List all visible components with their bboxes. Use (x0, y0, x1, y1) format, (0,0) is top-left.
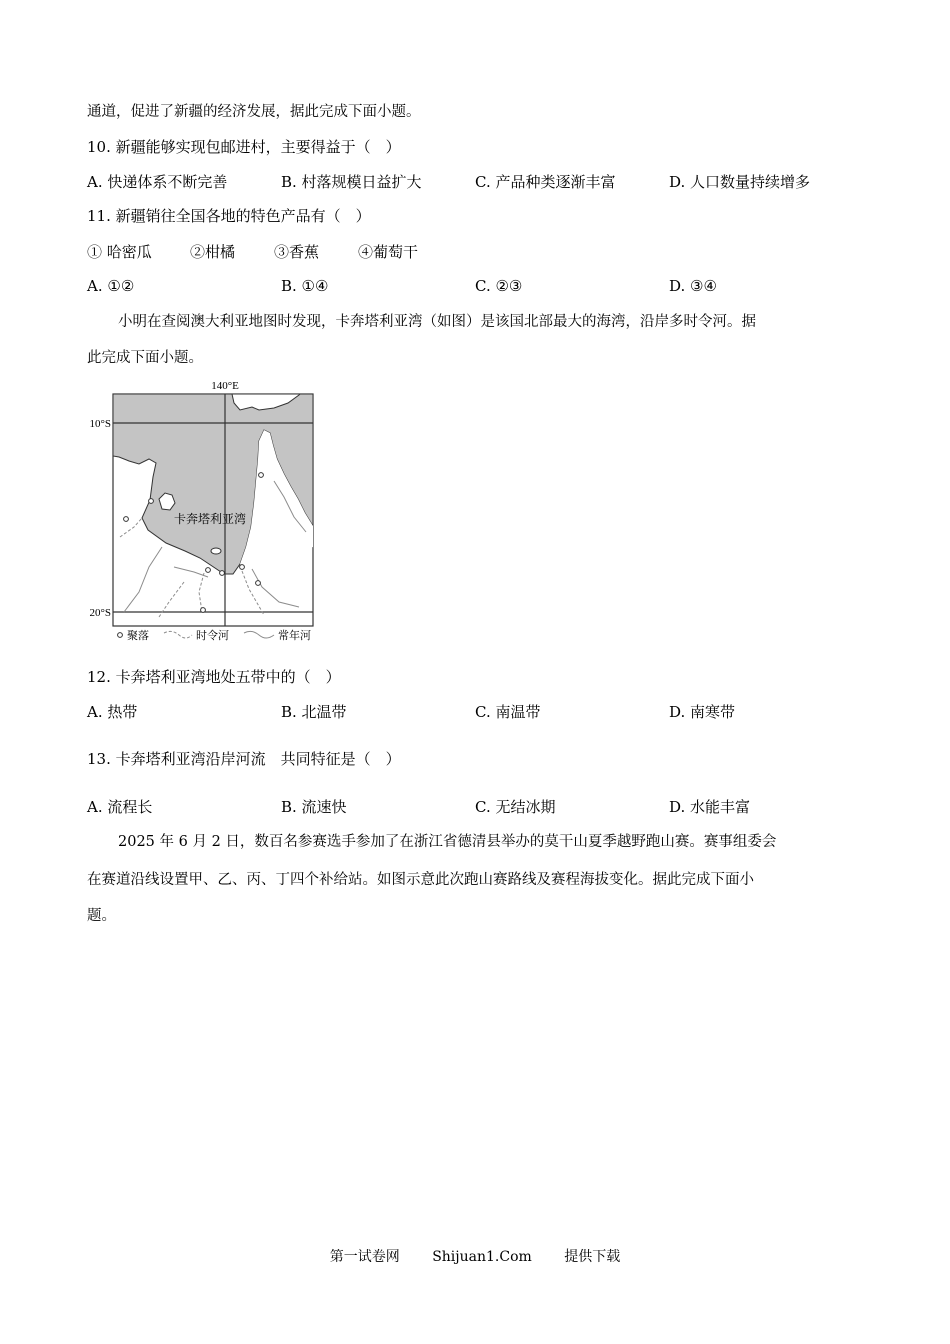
q13-option-b: B. 流速快 (281, 798, 347, 816)
settlement-marker (124, 517, 129, 522)
q12-option-b: B. 北温带 (281, 703, 347, 721)
q11-item-3: ③香蕉 (274, 243, 320, 261)
settlement-marker (259, 473, 264, 478)
passage3-line2: 在赛道沿线设置甲、乙、丙、丁四个补给站。如图示意此次跑山赛路线及赛程海拔变化。据此完成下面小 (87, 872, 754, 888)
settlement-marker (206, 568, 211, 573)
q11-option-b: B. ①④ (281, 277, 329, 295)
q11-item-1: ① 哈密瓜 (87, 243, 152, 261)
intro-tail-text: 通道，促进了新疆的经济发展，据此完成下面小题。 (87, 104, 421, 120)
settlement-marker (256, 581, 261, 586)
q12-stem: 12. 卡奔塔利亚湾地处五带中的（ ） (87, 668, 341, 686)
q12-option-d: D. 南寒带 (669, 703, 736, 721)
footer-domain: Shijuan1.Com (432, 1249, 532, 1265)
passage3-line3: 题。 (87, 908, 116, 924)
q12-option-c: C. 南温带 (475, 703, 541, 721)
legend-seasonal-river-label: 时令河 (196, 630, 229, 642)
q11-option-d: D. ③④ (669, 277, 717, 295)
q11-item-4: ④葡萄干 (358, 243, 419, 261)
gulf-of-carpentaria-map (84, 377, 320, 645)
q10-option-b: B. 村落规模日益扩大 (281, 173, 422, 191)
footer-note: 提供下载 (564, 1249, 621, 1265)
legend-settlement-label: 聚落 (127, 630, 149, 642)
footer-site-name: 第一试卷网 (329, 1249, 400, 1265)
legend-settlement-icon (118, 633, 123, 638)
q13-option-c: C. 无结冰期 (475, 798, 556, 816)
mornington-island (211, 548, 221, 554)
q10-stem: 10. 新疆能够实现包邮进村，主要得益于（ ） (87, 138, 401, 156)
legend-perennial-river-icon (244, 631, 274, 638)
legend-seasonal-river-icon (164, 631, 192, 638)
latitude-bottom-label: 20°S (89, 607, 111, 619)
q13-option-d: D. 水能丰富 (669, 798, 751, 816)
q11-option-c: C. ②③ (475, 277, 523, 295)
q11-option-a: A. ①② (87, 277, 135, 295)
settlement-marker (149, 499, 154, 504)
page-footer (0, 1246, 950, 1266)
gulf-label: 卡奔塔利亚湾 (173, 512, 247, 526)
q10-option-c: C. 产品种类逐渐丰富 (475, 173, 616, 191)
q10-option-d: D. 人口数量持续增多 (669, 173, 811, 191)
q12-option-a: A. 热带 (87, 703, 138, 721)
q11-item-2: ②柑橘 (190, 243, 236, 261)
passage2-line2: 此完成下面小题。 (87, 350, 203, 366)
q11-stem: 11. 新疆销往全国各地的特色产品有（ ） (87, 207, 371, 225)
settlement-marker (240, 565, 245, 570)
settlement-marker (220, 571, 225, 576)
q13-stem: 13. 卡奔塔利亚湾沿岸河流 共同特征是（ ） (87, 750, 401, 768)
settlement-marker (201, 608, 206, 613)
passage3-line1: 2025 年 6 月 2 日，数百名参赛选手参加了在浙江省德清县举办的莫干山夏季越野跑山赛。赛事组委会 (118, 834, 777, 850)
latitude-top-label: 10°S (89, 418, 111, 430)
longitude-label: 140°E (211, 380, 239, 392)
passage2-line1: 小明在查阅澳大利亚地图时发现，卡奔塔利亚湾（如图）是该国北部最大的海湾，沿岸多时令河。据 (118, 314, 756, 330)
q10-option-a: A. 快递体系不断完善 (87, 173, 228, 191)
q13-option-a: A. 流程长 (87, 798, 153, 816)
legend-perennial-river-label: 常年河 (278, 630, 311, 642)
